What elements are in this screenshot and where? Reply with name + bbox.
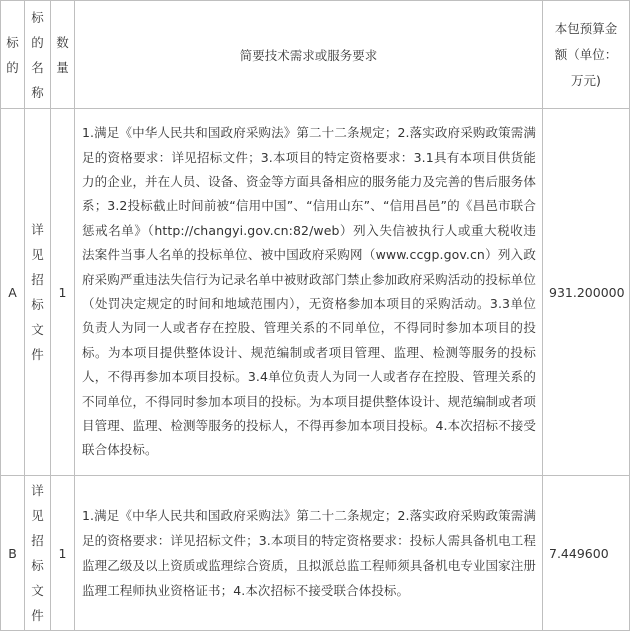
row-quantity: 1	[51, 109, 75, 476]
header-budget: 本包预算金额（单位：万元)	[543, 1, 630, 109]
row-budget: 7.449600	[543, 476, 630, 631]
row-index: A	[1, 109, 25, 476]
row-requirements: 1.满足《中华人民共和国政府采购法》第二十二条规定；2.落实政府采购政策需满足的资格要求：详见招标文件；3.本项目的特定资格要求：3.1具有本项目供货能力的企业，并在人员、设备、资金等方面具备相应的服务能力及完善的售后服务体系；3.2投标截止时间前被“信用中国”、“信用山东”、“信用昌邑”的《昌邑市联合惩戒名单》（http://changyi.gov.cn:82/web）列入失信被执行人或重大税收违法案件当事人名单的投标单位、被中国政府采购网（www.ccgp.gov.cn）列入政府采购严重违法失信行为记录名单中被财政部门禁止参加政府采购活动的投标单位（处罚决定规定的时间和地域范围内），无资格参加本项目的采购活动。3.3单位负责人为同一人或者存在控股、管理关系的不同单位，不得同时参加本项目的投标。为本项目提供整体设计、规范编制或者项目管理、监理、检测等服务的投标人，不得再参加本项目投标。3.4单位负责人为同一人或者存在控股、管理关系的不同单位，不得同时参加本项目的投标。为本项目提供整体设计、规范编制或者项目管理、监理、检测等服务的投标人，不得再参加本项目投标。4.本次招标不接受联合体投标。	[75, 109, 543, 476]
header-row	[1, 1, 630, 109]
header-index: 标的	[1, 1, 25, 109]
row-quantity: 1	[51, 476, 75, 631]
row-requirements: 1.满足《中华人民共和国政府采购法》第二十二条规定；2.落实政府采购政策需满足的资格要求：详见招标文件；3.本项目的特定资格要求：投标人需具备机电工程监理乙级及以上资质或监理综合资质，且拟派总监工程师须具备机电专业国家注册监理工程师执业资格证书；4.本次招标不接受联合体投标。	[75, 476, 543, 631]
header-quantity: 数量	[51, 1, 75, 109]
row-name: 详见招标文件	[25, 476, 51, 631]
header-requirements: 简要技术需求或服务要求	[75, 1, 543, 109]
row-budget: 931.200000	[543, 109, 630, 476]
header-name: 标的名称	[25, 1, 51, 109]
table-row	[1, 476, 630, 631]
row-index: B	[1, 476, 25, 631]
row-name: 详见招标文件	[25, 109, 51, 476]
table-row	[1, 109, 630, 476]
